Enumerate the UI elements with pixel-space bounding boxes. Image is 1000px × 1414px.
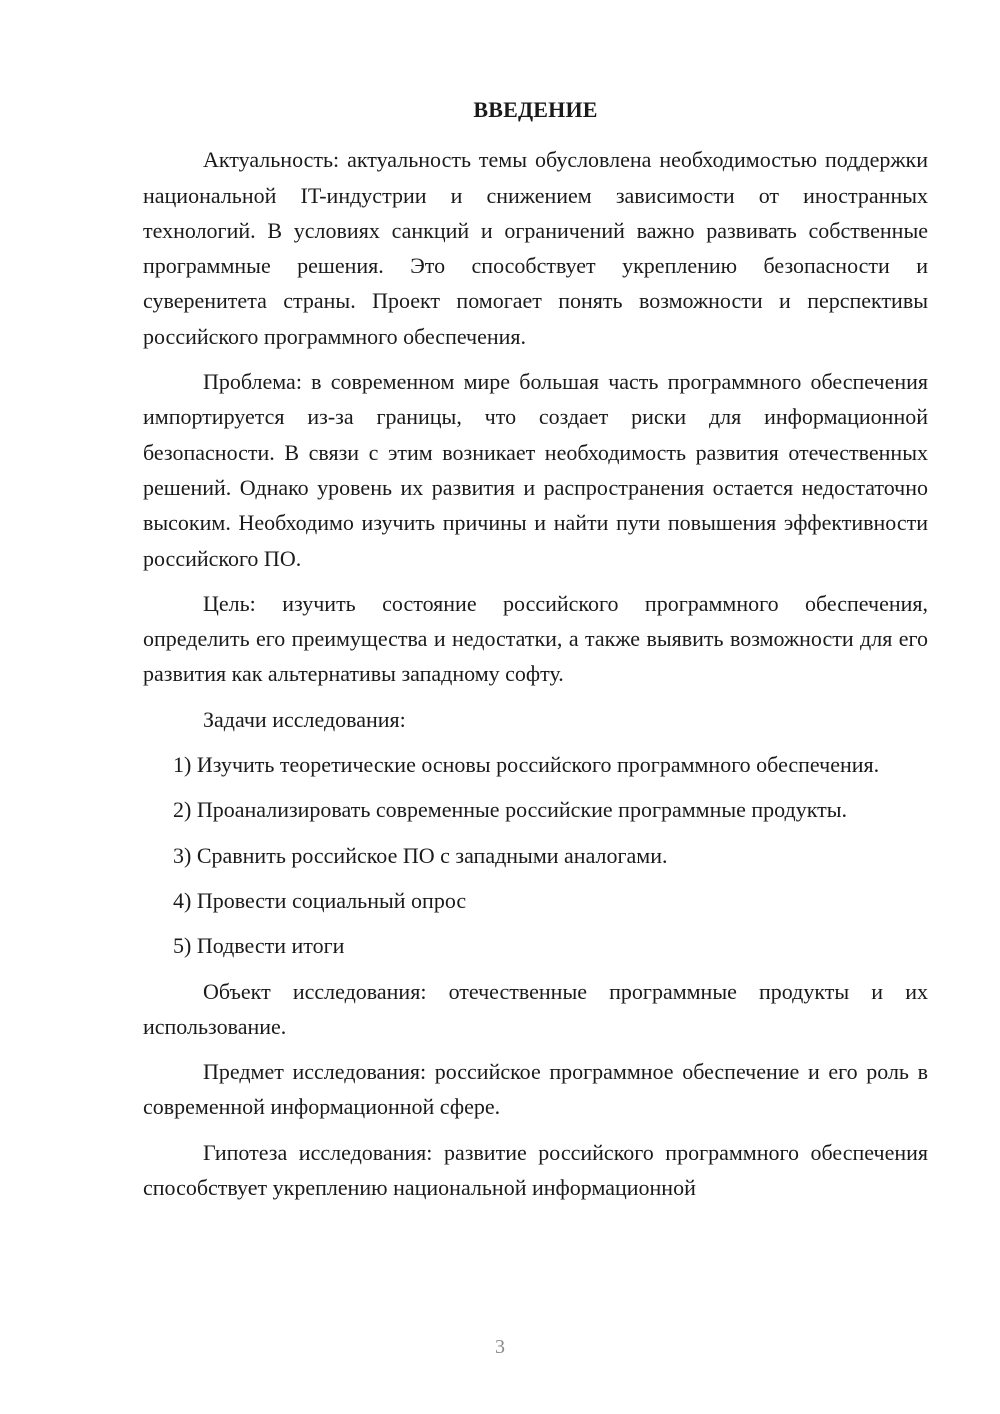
- paragraph-tasks-heading: Задачи исследования:: [203, 706, 406, 732]
- task-item-3: 3) Сравнить российское ПО с западными аналогами.: [173, 842, 668, 868]
- paragraph-relevance: Актуальность: актуальность темы обусловлена необходимостью поддержки национальной IT-индустрии и снижением зависимости от иностранных технологий. В условиях санкций и ограничений важно развивать собственные программные решения. Это способствует укреплению безопасности и суверенитета страны. Проект помогает понять возможности и перспективы российского программного обеспечения.: [143, 147, 928, 349]
- paragraph-hypothesis: Гипотеза исследования: развитие российского программного обеспечения способствует укреплению национальной информационной: [143, 1139, 928, 1201]
- paragraph-problem: Проблема: в современном мире большая часть программного обеспечения импортируется из-за границы, что создает риски для информационной безопасности. В связи с этим возникает необходимость развития отечественных решений. Однако уровень их развития и распространения остается недостаточно высоким. Необходимо изучить причины и найти пути повышения эффективности российского ПО.: [143, 369, 928, 571]
- section-title: ВВЕДЕНИЕ: [473, 97, 598, 122]
- paragraph-subject: Предмет исследования: российское программное обеспечение и его роль в современной информационной сфере.: [143, 1059, 928, 1120]
- page-number: 3: [495, 1336, 505, 1358]
- paragraph-goal: Цель: изучить состояние российского программного обеспечения, определить его преимущества и недостатки, а также выявить возможности для его развития как альтернативы западному софту.: [143, 590, 928, 687]
- task-item-5: 5) Подвести итоги: [173, 933, 345, 959]
- document-body: [143, 92, 928, 1205]
- task-item-4: 4) Провести социальный опрос: [173, 887, 467, 913]
- task-item-2: 2) Проанализировать современные российские программные продукты.: [173, 797, 848, 823]
- task-item-1: 1) Изучить теоретические основы российского программного обеспечения.: [173, 752, 880, 778]
- paragraph-object: Объект исследования: отечественные программные продукты и их использование.: [143, 978, 928, 1039]
